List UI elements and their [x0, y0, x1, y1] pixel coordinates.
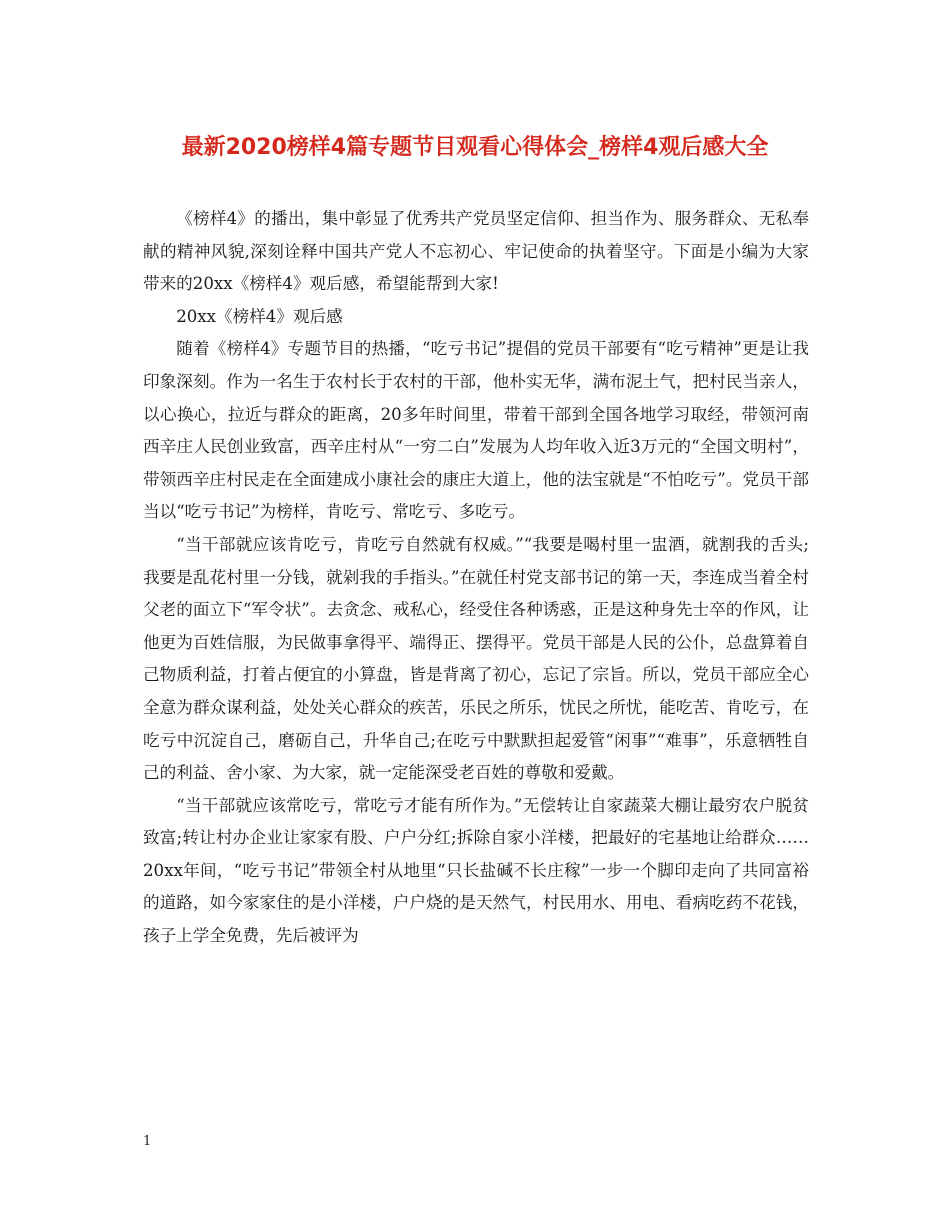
body-paragraph: “当干部就应该常吃亏，常吃亏才能有所作为。”无偿转让自家蔬菜大棚让最穷农户脱贫致富;转让村办企业让家家有股、户户分红;拆除自家小洋楼，把最好的宅基地让给群众……20xx年间，“吃亏书记”带领全村从地里“只长盐碱不长庄稼”一步一个脚印走向了共同富裕的道路，如今家家住的是小洋楼，户户烧的是天然气，村民用水、用电、看病吃药不花钱，孩子上学全免费，先后被评为: [143, 795, 809, 946]
document-body: [143, 203, 809, 953]
intro-paragraph: 《榜样4》的播出，集中彰显了优秀共产党员坚定信仰、担当作为、服务群众、无私奉献的精神风貌,深刻诠释中国共产党人不忘初心、牢记使命的执着坚守。下面是小编为大家带来的20xx《榜样4》观后感，希望能帮到大家!: [143, 209, 809, 294]
section-heading: 20xx《榜样4》观后感: [176, 306, 343, 326]
document-title: 最新2020榜样4篇专题节目观看心得体会_榜样4观后感大全: [181, 135, 769, 160]
body-paragraph: 随着《榜样4》专题节目的热播，“吃亏书记”提倡的党员干部要有“吃亏精神”更是让我印象深刻。作为一名生于农村长于农村的干部，他朴实无华，满布泥土气，把村民当亲人，以心换心，拉近与群众的距离，20多年时间里，带着干部到全国各地学习取经，带领河南西辛庄人民创业致富，西辛庄村从“一穷二白”发展为人均年收入近3万元的“全国文明村”，带领西辛庄村民走在全面建成小康社会的康庄大道上，他的法宝就是“不怕吃亏”。党员干部当以“吃亏书记”为榜样，肯吃亏、常吃亏、多吃亏。: [143, 339, 809, 522]
body-paragraph: “当干部就应该肯吃亏，肯吃亏自然就有权威。”“我要是喝村里一盅酒，就割我的舌头;我要是乱花村里一分钱，就剁我的手指头。”在就任村党支部书记的第一天，李连成当着全村父老的面立下“军令状”。去贪念、戒私心，经受住各种诱惑，正是这种身先士卒的作风，让他更为百姓信服，为民做事拿得平、端得正、摆得平。党员干部是人民的公仆，总盘算着自己物质利益，打着占便宜的小算盘，皆是背离了初心，忘记了宗旨。所以，党员干部应全心全意为群众谋利益，处处关心群众的疾苦，乐民之所乐，忧民之所忧，能吃苦、肯吃亏，在吃亏中沉淀自己，磨砺自己，升华自己;在吃亏中默默担起爱管“闲事”“难事”，乐意牺牲自己的利益、舍小家、为大家，就一定能深受老百姓的尊敬和爱戴。: [143, 534, 809, 783]
page-number: 1: [143, 1134, 152, 1149]
